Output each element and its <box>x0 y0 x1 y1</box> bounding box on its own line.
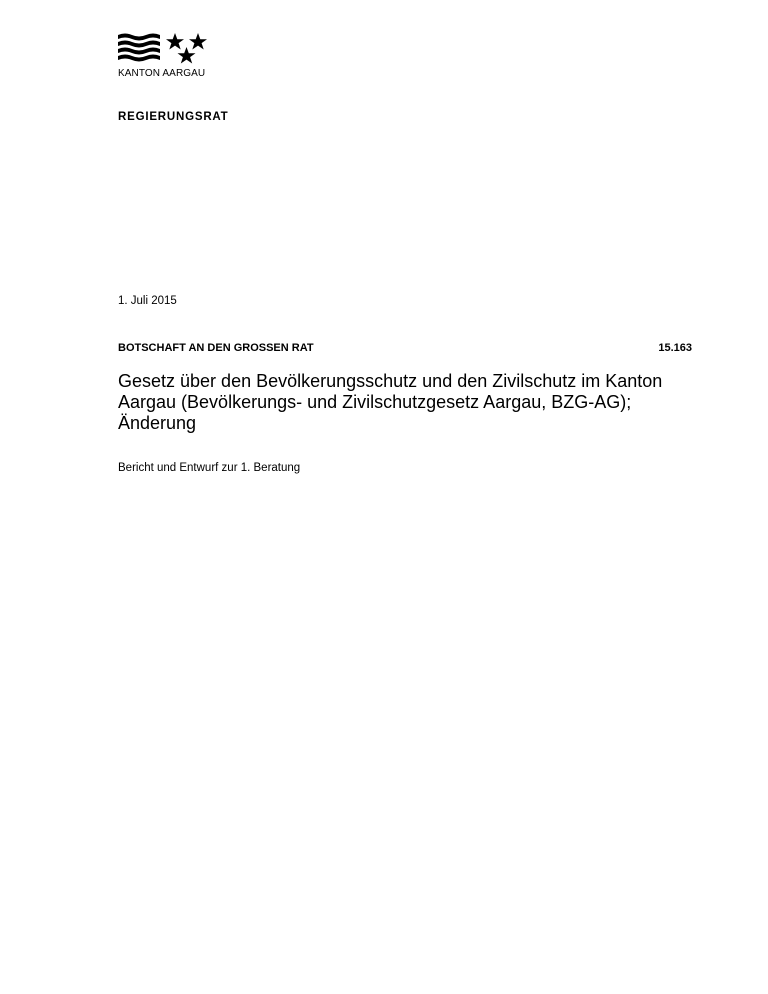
document-subtitle: Bericht und Entwurf zur 1. Beratung <box>118 462 301 474</box>
logo-text: KANTON AARGAU <box>118 68 206 79</box>
canton-logo <box>118 32 218 82</box>
document-date: 1. Juli 2015 <box>118 295 177 307</box>
document-title: Gesetz über den Bevölkerungsschutz und den Zivilschutz im Kanton Aargau (Bevölkerungs- und Zivilschutzgesetz Aargau, BZG-AG); Änderung <box>118 371 663 433</box>
aargau-coat-of-arms-icon <box>118 32 210 66</box>
document-type: BOTSCHAFT AN DEN GROSSEN RAT <box>118 342 314 354</box>
document-number: 15.163 <box>658 342 692 354</box>
office-heading: REGIERUNGSRAT <box>118 111 229 123</box>
